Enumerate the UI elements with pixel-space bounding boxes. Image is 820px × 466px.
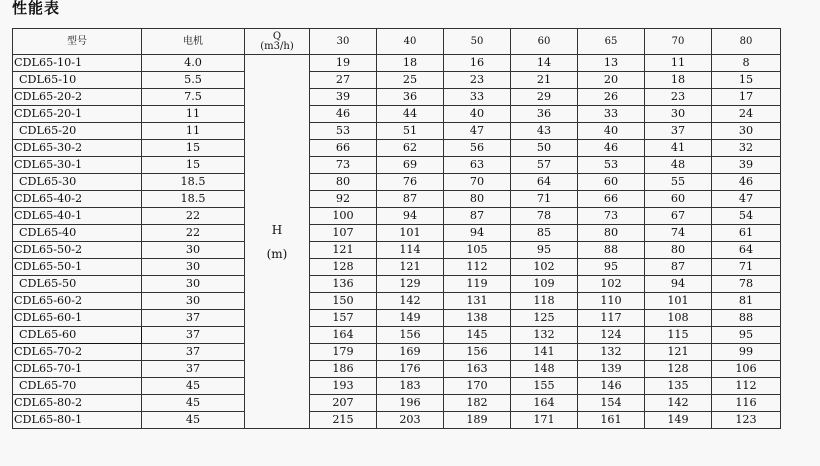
head-value-cell: 50 [511, 140, 578, 157]
head-value-cell: 114 [377, 242, 444, 259]
table-body [13, 55, 781, 429]
head-value-cell: 27 [310, 72, 377, 89]
head-value-cell: 107 [310, 225, 377, 242]
motor-cell: 11 [142, 106, 245, 123]
head-value-cell: 128 [310, 259, 377, 276]
head-value-cell: 30 [712, 123, 781, 140]
model-cell: CDL65-50 [13, 276, 142, 293]
header-model: 型号 [13, 29, 142, 55]
head-value-cell: 112 [712, 378, 781, 395]
head-value-cell: 76 [377, 174, 444, 191]
model-cell: CDL65-10 [13, 72, 142, 89]
head-value-cell: 196 [377, 395, 444, 412]
motor-cell: 45 [142, 412, 245, 429]
header-flow-70: 70 [645, 29, 712, 55]
motor-cell: 37 [142, 310, 245, 327]
head-value-cell: 148 [511, 361, 578, 378]
head-value-cell: 81 [712, 293, 781, 310]
head-value-cell: 56 [444, 140, 511, 157]
head-value-cell: 23 [645, 89, 712, 106]
head-value-cell: 105 [444, 242, 511, 259]
model-cell: CDL65-40 [13, 225, 142, 242]
head-value-cell: 164 [310, 327, 377, 344]
head-value-cell: 179 [310, 344, 377, 361]
table-row [13, 310, 781, 327]
head-value-cell: 24 [712, 106, 781, 123]
head-value-cell: 17 [712, 89, 781, 106]
table-row [13, 361, 781, 378]
motor-cell: 18.5 [142, 191, 245, 208]
head-value-cell: 47 [712, 191, 781, 208]
table-row [13, 259, 781, 276]
model-cell: CDL65-10-1 [13, 55, 142, 72]
head-value-cell: 57 [511, 157, 578, 174]
head-value-cell: 80 [645, 242, 712, 259]
head-value-cell: 106 [712, 361, 781, 378]
model-cell: CDL65-20 [13, 123, 142, 140]
head-value-cell: 142 [377, 293, 444, 310]
head-value-cell: 88 [712, 310, 781, 327]
motor-cell: 37 [142, 361, 245, 378]
head-value-cell: 203 [377, 412, 444, 429]
head-value-cell: 25 [377, 72, 444, 89]
head-value-cell: 16 [444, 55, 511, 72]
head-value-cell: 124 [578, 327, 645, 344]
head-value-cell: 60 [645, 191, 712, 208]
head-value-cell: 157 [310, 310, 377, 327]
head-value-cell: 44 [377, 106, 444, 123]
header-q-unit: (m3/h) [260, 40, 294, 52]
motor-cell: 5.5 [142, 72, 245, 89]
head-value-cell: 33 [444, 89, 511, 106]
motor-cell: 30 [142, 276, 245, 293]
head-value-cell: 26 [578, 89, 645, 106]
head-value-cell: 125 [511, 310, 578, 327]
model-cell: CDL65-40-1 [13, 208, 142, 225]
head-value-cell: 146 [578, 378, 645, 395]
model-cell: CDL65-50-2 [13, 242, 142, 259]
head-value-cell: 161 [578, 412, 645, 429]
head-value-cell: 171 [511, 412, 578, 429]
head-value-cell: 54 [712, 208, 781, 225]
motor-cell: 18.5 [142, 174, 245, 191]
head-value-cell: 155 [511, 378, 578, 395]
motor-cell: 30 [142, 259, 245, 276]
head-value-cell: 128 [645, 361, 712, 378]
header-flow-80: 80 [712, 29, 781, 55]
head-value-cell: 40 [444, 106, 511, 123]
head-value-cell: 186 [310, 361, 377, 378]
head-value-cell: 47 [444, 123, 511, 140]
head-value-cell: 116 [712, 395, 781, 412]
header-flow-50: 50 [444, 29, 511, 55]
head-value-cell: 46 [578, 140, 645, 157]
header-flow-40: 40 [377, 29, 444, 55]
head-value-cell: 141 [511, 344, 578, 361]
motor-cell: 15 [142, 157, 245, 174]
head-value-cell: 69 [377, 157, 444, 174]
motor-cell: 45 [142, 378, 245, 395]
head-value-cell: 36 [511, 106, 578, 123]
head-value-cell: 74 [645, 225, 712, 242]
head-value-cell: 46 [712, 174, 781, 191]
head-value-cell: 176 [377, 361, 444, 378]
page-title: 性能表 [12, 0, 61, 17]
head-value-cell: 102 [511, 259, 578, 276]
table-row [13, 293, 781, 310]
model-cell: CDL65-30-2 [13, 140, 142, 157]
head-value-cell: 29 [511, 89, 578, 106]
head-value-cell: 39 [310, 89, 377, 106]
head-value-cell: 43 [511, 123, 578, 140]
head-value-cell: 150 [310, 293, 377, 310]
model-cell: CDL65-20-2 [13, 89, 142, 106]
head-value-cell: 18 [377, 55, 444, 72]
table-row [13, 327, 781, 344]
motor-cell: 30 [142, 293, 245, 310]
model-cell: CDL65-60-1 [13, 310, 142, 327]
head-value-cell: 100 [310, 208, 377, 225]
table-row [13, 106, 781, 123]
table-row [13, 412, 781, 429]
head-value-cell: 48 [645, 157, 712, 174]
head-value-cell: 73 [578, 208, 645, 225]
head-value-cell: 108 [645, 310, 712, 327]
head-value-cell: 61 [712, 225, 781, 242]
model-cell: CDL65-60 [13, 327, 142, 344]
head-value-cell: 88 [578, 242, 645, 259]
head-value-cell: 149 [377, 310, 444, 327]
motor-cell: 45 [142, 395, 245, 412]
head-label-cell [245, 55, 310, 429]
head-value-cell: 80 [578, 225, 645, 242]
motor-cell: 37 [142, 327, 245, 344]
performance-table [12, 28, 781, 429]
table-row [13, 344, 781, 361]
head-value-cell: 40 [578, 123, 645, 140]
head-value-cell: 170 [444, 378, 511, 395]
head-value-cell: 70 [444, 174, 511, 191]
model-cell: CDL65-20-1 [13, 106, 142, 123]
header-flow-30: 30 [310, 29, 377, 55]
table-row [13, 208, 781, 225]
head-value-cell: 99 [712, 344, 781, 361]
head-value-cell: 23 [444, 72, 511, 89]
head-value-cell: 13 [578, 55, 645, 72]
model-cell: CDL65-70 [13, 378, 142, 395]
head-value-cell: 95 [712, 327, 781, 344]
head-value-cell: 164 [511, 395, 578, 412]
head-value-cell: 163 [444, 361, 511, 378]
table-row [13, 191, 781, 208]
motor-cell: 15 [142, 140, 245, 157]
head-value-cell: 193 [310, 378, 377, 395]
head-value-cell: 67 [645, 208, 712, 225]
head-value-cell: 101 [645, 293, 712, 310]
header-q-symbol: Q [272, 30, 282, 42]
model-cell: CDL65-30-1 [13, 157, 142, 174]
head-value-cell: 73 [310, 157, 377, 174]
table-header [13, 29, 781, 55]
head-value-cell: 53 [310, 123, 377, 140]
head-value-cell: 94 [377, 208, 444, 225]
model-cell: CDL65-70-2 [13, 344, 142, 361]
head-value-cell: 53 [578, 157, 645, 174]
head-value-cell: 30 [645, 106, 712, 123]
table-row [13, 276, 781, 293]
model-cell: CDL65-50-1 [13, 259, 142, 276]
table-row [13, 89, 781, 106]
head-value-cell: 94 [645, 276, 712, 293]
head-value-cell: 117 [578, 310, 645, 327]
head-value-cell: 18 [645, 72, 712, 89]
head-value-cell: 21 [511, 72, 578, 89]
head-value-cell: 78 [712, 276, 781, 293]
head-value-cell: 95 [578, 259, 645, 276]
head-value-cell: 112 [444, 259, 511, 276]
head-value-cell: 149 [645, 412, 712, 429]
motor-cell: 22 [142, 208, 245, 225]
head-value-cell: 62 [377, 140, 444, 157]
head-value-cell: 183 [377, 378, 444, 395]
model-cell: CDL65-80-2 [13, 395, 142, 412]
table-row [13, 123, 781, 140]
head-value-cell: 121 [645, 344, 712, 361]
head-value-cell: 19 [310, 55, 377, 72]
head-value-cell: 64 [511, 174, 578, 191]
head-value-cell: 102 [578, 276, 645, 293]
table-row [13, 174, 781, 191]
head-value-cell: 182 [444, 395, 511, 412]
head-value-cell: 87 [645, 259, 712, 276]
header-q [245, 29, 310, 55]
head-value-cell: 66 [310, 140, 377, 157]
head-value-cell: 20 [578, 72, 645, 89]
head-value-cell: 87 [444, 208, 511, 225]
head-value-cell: 55 [645, 174, 712, 191]
table-row [13, 225, 781, 242]
head-value-cell: 129 [377, 276, 444, 293]
header-flow-60: 60 [511, 29, 578, 55]
head-value-cell: 41 [645, 140, 712, 157]
head-value-cell: 121 [310, 242, 377, 259]
head-value-cell: 63 [444, 157, 511, 174]
head-value-cell: 145 [444, 327, 511, 344]
head-value-cell: 138 [444, 310, 511, 327]
head-unit: (m) [266, 246, 288, 261]
head-value-cell: 15 [712, 72, 781, 89]
head-value-cell: 80 [310, 174, 377, 191]
head-value-cell: 110 [578, 293, 645, 310]
head-value-cell: 66 [578, 191, 645, 208]
table-row [13, 395, 781, 412]
head-letter: H [271, 222, 283, 237]
table-row [13, 157, 781, 174]
table-row [13, 140, 781, 157]
head-value-cell: 109 [511, 276, 578, 293]
model-cell: CDL65-70-1 [13, 361, 142, 378]
table-row [13, 242, 781, 259]
head-value-cell: 139 [578, 361, 645, 378]
head-value-cell: 36 [377, 89, 444, 106]
head-value-cell: 131 [444, 293, 511, 310]
head-value-cell: 46 [310, 106, 377, 123]
header-motor: 电机 [142, 29, 245, 55]
head-value-cell: 14 [511, 55, 578, 72]
head-value-cell: 60 [578, 174, 645, 191]
head-value-cell: 118 [511, 293, 578, 310]
head-value-cell: 207 [310, 395, 377, 412]
head-value-cell: 154 [578, 395, 645, 412]
head-value-cell: 37 [645, 123, 712, 140]
head-value-cell: 189 [444, 412, 511, 429]
head-value-cell: 80 [444, 191, 511, 208]
motor-cell: 37 [142, 344, 245, 361]
head-value-cell: 78 [511, 208, 578, 225]
motor-cell: 30 [142, 242, 245, 259]
head-value-cell: 169 [377, 344, 444, 361]
head-value-cell: 32 [712, 140, 781, 157]
head-value-cell: 119 [444, 276, 511, 293]
head-value-cell: 95 [511, 242, 578, 259]
head-value-cell: 156 [377, 327, 444, 344]
head-value-cell: 39 [712, 157, 781, 174]
head-value-cell: 92 [310, 191, 377, 208]
head-value-cell: 87 [377, 191, 444, 208]
head-value-cell: 64 [712, 242, 781, 259]
model-cell: CDL65-40-2 [13, 191, 142, 208]
model-cell: CDL65-30 [13, 174, 142, 191]
table-row [13, 55, 781, 72]
head-value-cell: 101 [377, 225, 444, 242]
head-value-cell: 136 [310, 276, 377, 293]
table-row [13, 72, 781, 89]
head-value-cell: 11 [645, 55, 712, 72]
header-flow-65: 65 [578, 29, 645, 55]
head-value-cell: 135 [645, 378, 712, 395]
head-value-cell: 132 [511, 327, 578, 344]
head-value-cell: 123 [712, 412, 781, 429]
table-row [13, 378, 781, 395]
head-value-cell: 156 [444, 344, 511, 361]
motor-cell: 11 [142, 123, 245, 140]
head-value-cell: 8 [712, 55, 781, 72]
model-cell: CDL65-60-2 [13, 293, 142, 310]
head-value-cell: 215 [310, 412, 377, 429]
header-row [13, 29, 781, 55]
head-value-cell: 142 [645, 395, 712, 412]
motor-cell: 22 [142, 225, 245, 242]
head-value-cell: 121 [377, 259, 444, 276]
head-value-cell: 85 [511, 225, 578, 242]
motor-cell: 4.0 [142, 55, 245, 72]
head-value-cell: 94 [444, 225, 511, 242]
head-value-cell: 51 [377, 123, 444, 140]
head-value-cell: 115 [645, 327, 712, 344]
head-value-cell: 71 [511, 191, 578, 208]
model-cell: CDL65-80-1 [13, 412, 142, 429]
head-value-cell: 33 [578, 106, 645, 123]
motor-cell: 7.5 [142, 89, 245, 106]
head-value-cell: 71 [712, 259, 781, 276]
head-value-cell: 132 [578, 344, 645, 361]
